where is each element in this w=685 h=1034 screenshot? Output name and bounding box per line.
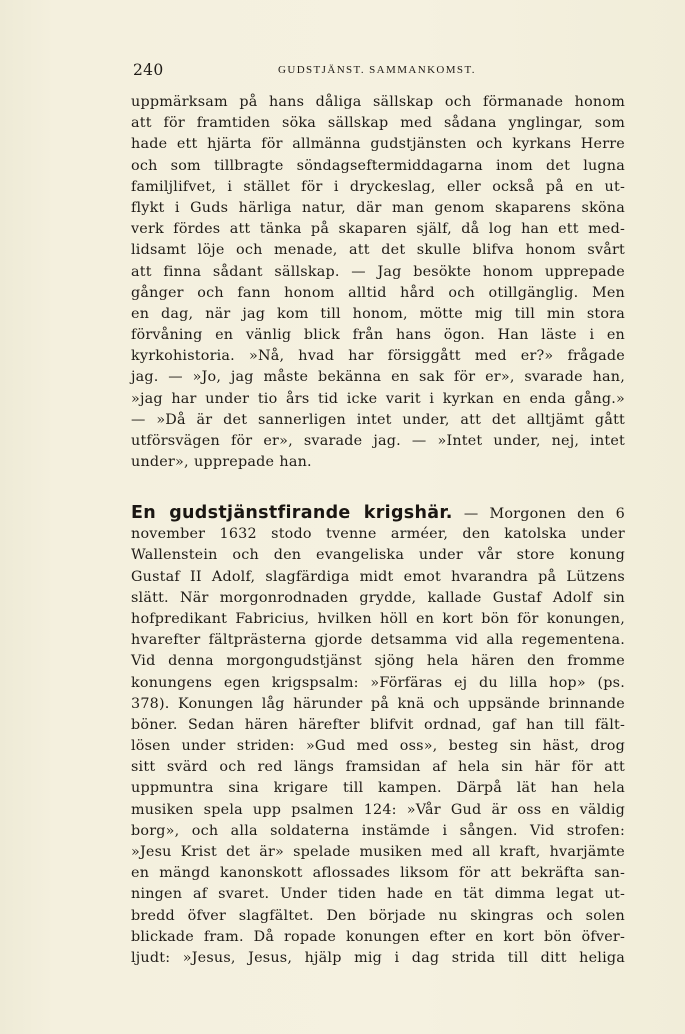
- text-line: att finna sådant sällskap. — Jag besökte honom upprepade: [131, 263, 625, 280]
- paragraph-continuation: [131, 92, 625, 473]
- text-line: borg», och alla soldaterna instämde i sången. Vid strofen:: [131, 822, 625, 839]
- section-first-line: [131, 503, 625, 524]
- text-line: verk fördes att tänka på skaparen själf, då log han ett med-: [131, 221, 625, 238]
- text-line: ningen af svaret. Under tiden hade en tät dimma legat ut-: [131, 886, 625, 903]
- text-line: uppmuntra sina krigare till kampen. Därpå lät han hela: [131, 780, 625, 797]
- page-header: [133, 61, 625, 83]
- text-line: lidsamt löje och menade, att det skulle blifva honom svårt: [131, 242, 625, 259]
- text-line: böner. Sedan hären härefter blifvit ordnad, gaf han till fält-: [131, 716, 625, 733]
- text-line: Wallenstein och den evangeliska under vår store konung: [131, 547, 625, 564]
- text-line: slätt. När morgonrodnaden grydde, kallade Gustaf Adolf sin: [131, 589, 625, 606]
- text-line: hofpredikant Fabricius, hvilken höll en kort bön för konungen,: [131, 610, 625, 627]
- text-line: flykt i Guds härliga natur, där man genom skaparens sköna: [131, 199, 625, 216]
- text-line: sitt svärd och red längs framsidan af hela sin här för att: [131, 759, 625, 776]
- text-line: gånger och fann honom alltid hård och otillgänglig. Men: [131, 284, 625, 301]
- text-line: Vid denna morgongudstjänst sjöng hela hären den fromme: [131, 653, 625, 670]
- text-line: — »Då är det sannerligen intet under, att det alltjämt gått: [131, 411, 625, 428]
- text-line: blickade fram. Då ropade konungen efter en kort bön öfver-: [131, 928, 625, 945]
- text-line: hvarefter fältprästerna gjorde detsamma vid alla regementena.: [131, 632, 625, 649]
- text-line: förvåning en vänlig blick från hans ögon. Han läste i en: [131, 327, 625, 344]
- text-line: familjlifvet, i stället för i dryckeslag, eller också på en ut-: [131, 178, 625, 195]
- running-head: GUDSTJÄNST. SAMMANKOMST.: [278, 64, 476, 76]
- text-line: utförsvägen för er», svarade jag. — »Intet under, nej, intet: [131, 433, 625, 449]
- text-line: bredd öfver slagfältet. Den började nu skingras och solen: [131, 907, 625, 924]
- text-line: uppmärksam på hans dåliga sällskap och förmanade honom: [131, 94, 625, 110]
- section-heading: En gudstjänstfirande krigshär.: [131, 503, 453, 523]
- section-krigshar: [131, 503, 625, 969]
- text-line: och som tillbragte söndagseftermiddagarna inom det lugna: [131, 157, 625, 174]
- text-line: Gustaf II Adolf, slagfärdiga midt emot hvarandra på Lützens: [131, 568, 625, 585]
- text-line: »jag har under tio års tid icke varit i kyrkan en enda gång.»: [131, 390, 625, 407]
- text-line: konungens egen krigspsalm: »Förfäras ej du lilla hop» (ps.: [131, 674, 625, 691]
- text-line: en mängd kanonskott aflossades liksom för att bekräfta san-: [131, 865, 625, 882]
- text-line: hade ett hjärta för allmänna gudstjänsten och kyrkans Herre: [131, 136, 625, 153]
- page-number: 240: [133, 61, 164, 79]
- text-line: 378). Konungen låg härunder på knä och uppsände brinnande: [131, 695, 625, 712]
- text-line: under», upprepade han.: [131, 454, 312, 471]
- text-line: kyrkohistoria. »Nå, hvad har försiggått med er?» frågade: [131, 348, 625, 365]
- text-line: jag. — »Jo, jag måste bekänna en sak för er», svarade han,: [131, 369, 625, 386]
- text-line: att för framtiden söka sällskap med sådana ynglingar, som: [131, 115, 625, 132]
- text-line: en dag, när jag kom till honom, mötte mig till min stora: [131, 305, 625, 322]
- section-first-line-text: — Morgonen den 6: [463, 506, 625, 522]
- text-line: musiken spela upp psalmen 124: »Vår Gud är oss en väldig: [131, 801, 625, 818]
- text-line: lösen under striden: »Gud med oss», besteg sin häst, drog: [131, 738, 625, 755]
- text-line: november 1632 stodo tvenne arméer, den katolska under: [131, 526, 625, 543]
- text-line: »Jesu Krist det är» spelade musiken med all kraft, hvarjämte: [131, 844, 625, 860]
- text-line: ljudt: »Jesus, Jesus, hjälp mig i dag strida till ditt heliga: [131, 949, 625, 966]
